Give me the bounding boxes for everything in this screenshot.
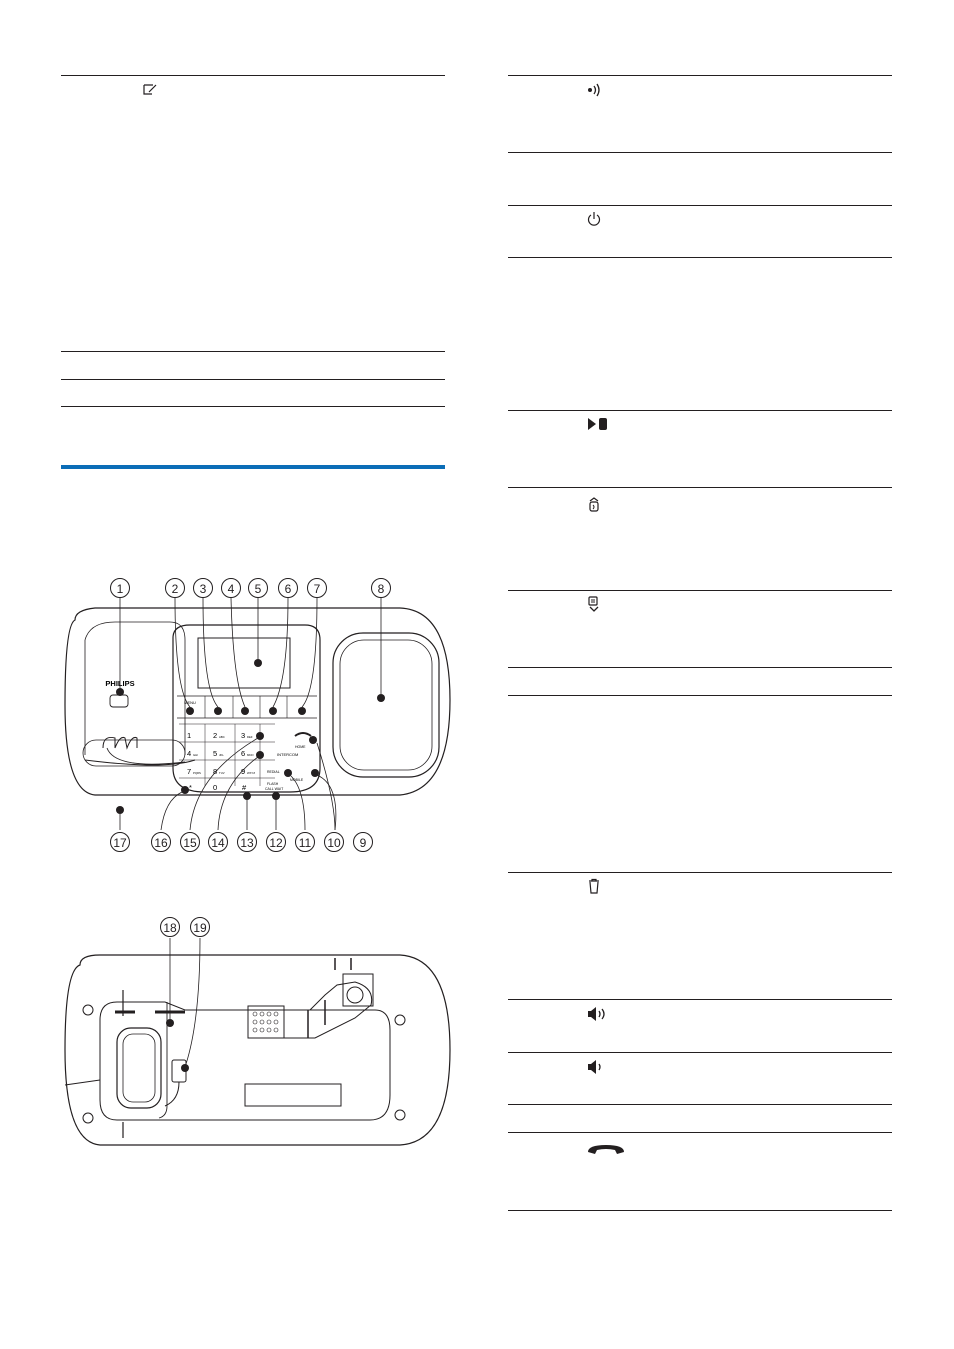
callout-7: 7 [307, 578, 327, 598]
keypad-letters [193, 735, 255, 775]
right-rule-3 [508, 205, 892, 206]
callout-15: 15 [180, 832, 200, 852]
callout-14: 14 [208, 832, 228, 852]
svg-text:ABC: ABC [219, 735, 225, 739]
menu-label: MENU [184, 700, 196, 705]
right-rule-4 [508, 257, 892, 258]
callout-13: 13 [237, 832, 257, 852]
power-icon [586, 211, 602, 227]
svg-text:JKL: JKL [219, 753, 224, 757]
home-label: HOME [295, 745, 306, 749]
key-star: * [189, 783, 192, 792]
key-0: 0 [213, 783, 218, 792]
callout-10: 10 [324, 832, 344, 852]
base-station-back-illustration [55, 910, 455, 1160]
callout-9: 9 [353, 832, 373, 852]
left-rule-4 [61, 406, 445, 407]
callout-6: 6 [278, 578, 298, 598]
right-rule-9 [508, 695, 892, 696]
callout-16: 16 [151, 832, 171, 852]
left-rule-3 [61, 379, 445, 380]
svg-text:MNO: MNO [247, 753, 254, 757]
right-rule-13 [508, 1104, 892, 1105]
key-5: 5 [213, 749, 218, 758]
right-rule-5 [508, 410, 892, 411]
key-7: 7 [187, 767, 192, 776]
speaker-high-icon [586, 1006, 610, 1022]
delete-icon [586, 878, 602, 894]
flash-label: FLASH [267, 782, 279, 786]
right-rule-10 [508, 872, 892, 873]
svg-text:PQRS: PQRS [193, 771, 201, 775]
right-rule-11 [508, 999, 892, 1000]
volume-up-stop-icon [586, 496, 602, 512]
right-rule-2 [508, 152, 892, 153]
play-stop-icon [586, 416, 610, 432]
right-rule-1 [508, 75, 892, 76]
callout-17: 17 [110, 832, 130, 852]
volume-down-icon [586, 596, 602, 612]
base-station-front-illustration [55, 570, 455, 860]
svg-text:DEF: DEF [247, 735, 253, 739]
mobile-label: MOBILE [290, 778, 304, 782]
key-hash: # [242, 783, 247, 792]
redial-label: REDIAL [267, 770, 280, 774]
intercom-label: INTERCOM [277, 752, 299, 757]
key-3: 3 [241, 731, 246, 740]
key-8: 8 [213, 767, 218, 776]
callout-19: 19 [190, 917, 210, 937]
find-icon [586, 82, 602, 98]
key-1: 1 [187, 731, 192, 740]
callout-1: 1 [110, 578, 130, 598]
right-rule-12 [508, 1052, 892, 1053]
message-icon [142, 82, 158, 98]
right-rule-8 [508, 667, 892, 668]
callout-8: 8 [371, 578, 391, 598]
callout-18: 18 [160, 917, 180, 937]
callout-4: 4 [221, 578, 241, 598]
svg-text:TUV: TUV [219, 771, 225, 775]
key-4: 4 [187, 749, 192, 758]
svg-text:GHI: GHI [193, 753, 198, 757]
call-wait-label: CALL WAIT [265, 787, 284, 791]
left-rule-2 [61, 351, 445, 352]
keypad-digits [187, 731, 247, 792]
right-rule-14 [508, 1132, 892, 1133]
callout-12: 12 [266, 832, 286, 852]
svg-text:WXYZ: WXYZ [247, 771, 256, 775]
callout-5: 5 [248, 578, 268, 598]
key-2: 2 [213, 731, 218, 740]
left-rule-1 [61, 75, 445, 76]
callout-3: 3 [193, 578, 213, 598]
right-rule-15 [508, 1210, 892, 1211]
callout-11: 11 [295, 832, 315, 852]
right-rule-6 [508, 487, 892, 488]
callout-2: 2 [165, 578, 185, 598]
key-6: 6 [241, 749, 246, 758]
right-rule-7 [508, 590, 892, 591]
brand-logo: PHILIPS [105, 679, 135, 688]
handset-icon [586, 1142, 626, 1156]
key-9: 9 [241, 767, 246, 776]
speaker-low-icon [586, 1059, 608, 1075]
section-accent-rule [61, 465, 445, 469]
